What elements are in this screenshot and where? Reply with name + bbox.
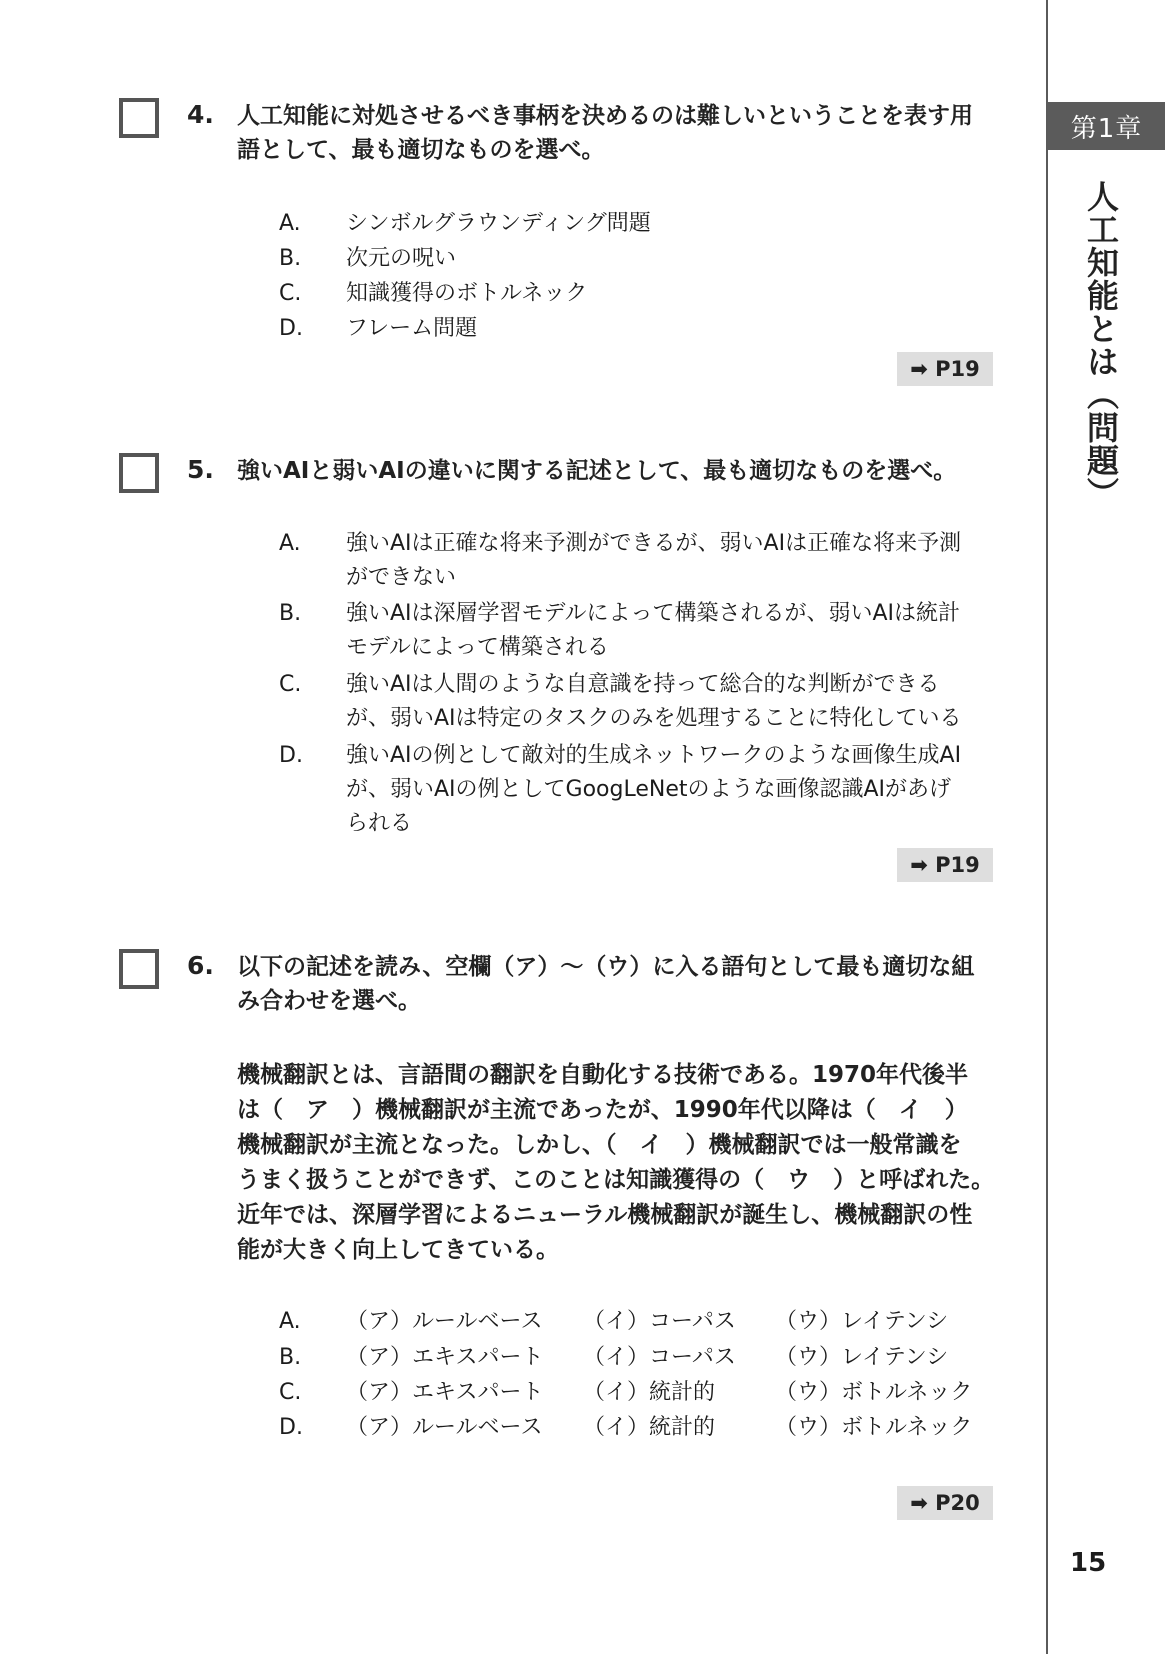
page-reference-link[interactable]: ➡ P20 [897,1486,993,1520]
option-letter: B. [279,246,302,271]
option-letter: B. [279,601,302,626]
question-5-checkbox[interactable] [119,453,159,493]
page-reference-link[interactable]: ➡ P19 [897,352,993,386]
option-blank-i: （イ）コーパス [583,1345,736,1370]
chapter-title: 人工知能とは（問題） [1082,180,1120,510]
question-5-number: 5. [187,455,214,484]
option-blank-i: （イ）コーパス [583,1309,736,1334]
option-blank-u: （ウ）ボトルネック [775,1380,973,1405]
option-blank-i: （イ）統計的 [583,1380,716,1405]
page-number: 15 [1070,1548,1107,1578]
option-row[interactable] [279,207,997,241]
option-row[interactable] [279,312,997,346]
option-row[interactable] [279,1305,997,1339]
question-6-text [237,950,997,1018]
option-text-line: 強いAIは人間のような自意識を持って総合的な判断ができる [346,672,940,697]
question-6-checkbox[interactable] [119,949,159,989]
option-text-line: 強いAIの例として敵対的生成ネットワークのような画像生成AI [346,743,962,768]
option-text: シンボルグラウンディング問題 [346,211,651,236]
option-text [346,668,997,736]
option-text-line: 強いAIは深層学習モデルによって構築されるが、弱いAIは統計 [346,601,960,626]
option-text: フレーム問題 [346,316,478,341]
page-reference-link[interactable]: ➡ P19 [897,848,993,882]
question-5-text [237,454,997,488]
question-text-line: 語として、最も適切なものを選べ。 [237,137,605,163]
option-text [346,597,997,665]
question-text-line: 以下の記述を読み、空欄（ア）〜（ウ）に入る語句として最も適切な組 [237,954,975,980]
option-row[interactable] [279,242,997,276]
passage-line: 機械翻訳とは、言語間の翻訳を自動化する技術である。1970年代後半 [237,1062,969,1088]
option-blank-u: （ウ）レイテンシ [775,1309,949,1334]
option-row[interactable] [279,1411,997,1445]
option-blank-a: （ア）ルールベース [346,1309,543,1334]
passage-line: 能が大きく向上してきている。 [237,1237,559,1263]
option-row[interactable] [279,527,997,595]
option-blank-u: （ウ）レイテンシ [775,1345,949,1370]
option-text-line: が、弱いAIは特定のタスクのみを処理することに特化している [346,706,962,731]
option-text [346,739,997,841]
option-blank-a: （ア）ルールベース [346,1415,543,1440]
option-blank-i: （イ）統計的 [583,1415,716,1440]
question-6-passage [237,1058,997,1268]
option-row[interactable] [279,277,997,311]
passage-line: 機械翻訳が主流となった。しかし、（ イ ）機械翻訳では一般常識を [237,1132,962,1158]
option-text-line: られる [346,811,413,836]
option-letter: D. [279,316,303,341]
option-letter: D. [279,1415,303,1440]
option-row[interactable] [279,739,997,841]
option-row[interactable] [279,1376,997,1410]
passage-line: 近年では、深層学習によるニューラル機械翻訳が誕生し、機械翻訳の性 [237,1202,973,1228]
chapter-badge: 第1章 [1048,102,1165,150]
question-text-line: 強いAIと弱いAIの違いに関する記述として、最も適切なものを選べ。 [237,458,957,484]
passage-line: は（ ア ）機械翻訳が主流であったが、1990年代以降は（ イ ） [237,1097,968,1123]
question-text-line: 人工知能に対処させるべき事柄を決めるのは難しいということを表す用 [237,103,973,129]
option-text [346,527,997,595]
option-blank-a: （ア）エキスパート [346,1345,544,1370]
option-letter: C. [279,1380,302,1405]
option-row[interactable] [279,597,997,665]
option-text-line: が、弱いAIの例としてGoogLeNetのような画像認識AIがあげ [346,777,952,802]
option-blank-a: （ア）エキスパート [346,1380,544,1405]
option-letter: C. [279,281,302,306]
option-letter: D. [279,743,303,768]
page-divider-line [1046,0,1048,1654]
option-text-line: ができない [346,565,457,590]
passage-line: うまく扱うことができず、このことは知識獲得の（ ウ ）と呼ばれた。 [237,1167,995,1193]
option-letter: A. [279,1309,301,1334]
option-blank-u: （ウ）ボトルネック [775,1415,973,1440]
question-6-number: 6. [187,951,214,980]
option-text: 次元の呪い [346,246,457,271]
option-row[interactable] [279,1341,997,1375]
question-4-text [237,99,997,167]
option-text-line: モデルによって構築される [346,635,609,660]
question-4-checkbox[interactable] [119,98,159,138]
option-letter: A. [279,531,301,556]
option-text-line: 強いAIは正確な将来予測ができるが、弱いAIは正確な将来予測 [346,531,962,556]
option-letter: A. [279,211,301,236]
question-text-line: み合わせを選べ。 [237,988,421,1014]
option-letter: C. [279,672,302,697]
option-row[interactable] [279,668,997,736]
question-4-number: 4. [187,100,214,129]
option-text: 知識獲得のボトルネック [346,281,588,306]
option-letter: B. [279,1345,302,1370]
